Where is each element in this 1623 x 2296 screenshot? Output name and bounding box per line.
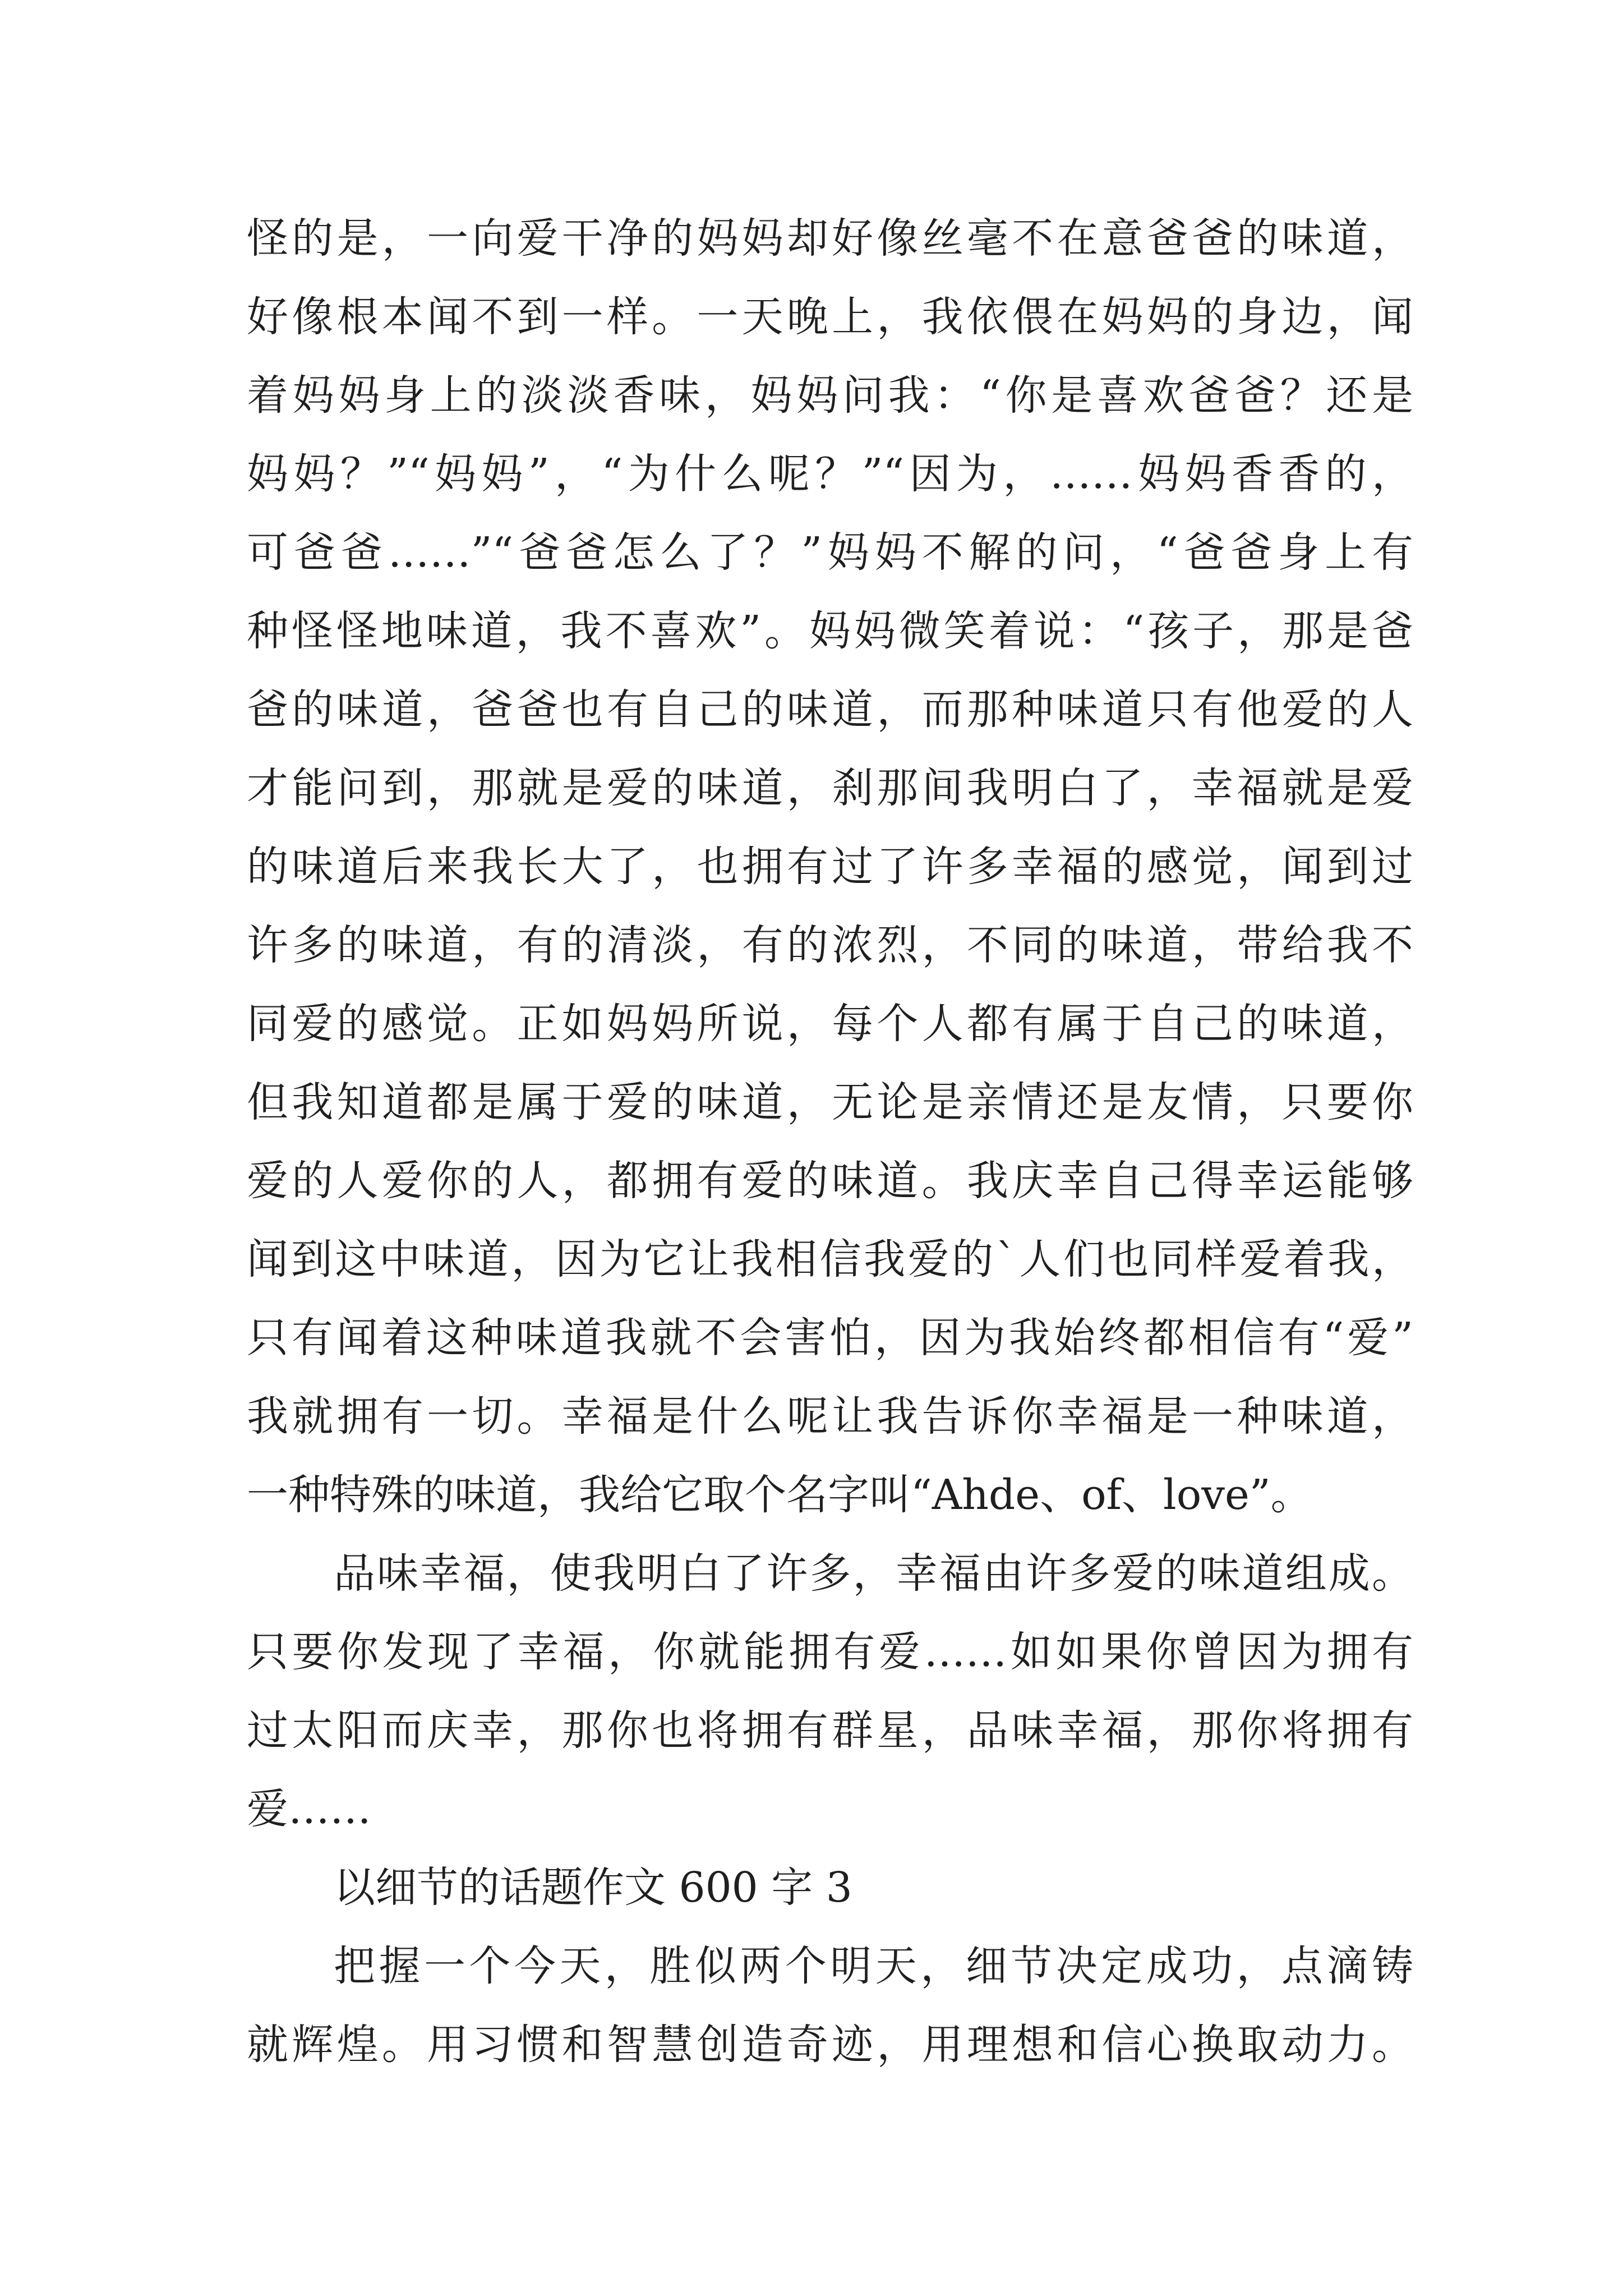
- text-line: 只有闻着这种味道我就不会害怕，因为我始终都相信有“爱”: [247, 1314, 1413, 1362]
- paragraph-3: [247, 1927, 1413, 2084]
- text-line: 妈妈？”“妈妈”，“为什么呢？”“因为，……妈妈香香的，: [247, 450, 1413, 498]
- text-line: 同爱的感觉。正如妈妈所说，每个人都有属于自己的味道，: [247, 1000, 1413, 1048]
- text-line: 爱的人爱你的人，都拥有爱的味道。我庆幸自己得幸运能够: [247, 1157, 1413, 1205]
- document-body: [247, 199, 1413, 2084]
- section-heading: 以细节的话题作文 600 字 3: [334, 1864, 852, 1912]
- text-line: 种怪怪地味道，我不喜欢”。妈妈微笑着说：“孩子，那是爸: [247, 607, 1413, 655]
- text-line: 闻到这中味道，因为它让我相信我爱的`人们也同样爱着我，: [247, 1235, 1413, 1283]
- text-line: 爱……: [247, 1785, 371, 1833]
- text-line: 我就拥有一切。幸福是什么呢让我告诉你幸福是一种味道，: [247, 1392, 1413, 1441]
- paragraph-2: [247, 1534, 1413, 1848]
- text-line: 可爸爸……”“爸爸怎么了？”妈妈不解的问，“爸爸身上有: [247, 528, 1413, 577]
- text-line: 但我知道都是属于爱的味道，无论是亲情还是友情，只要你: [247, 1078, 1413, 1126]
- text-line: 爸的味道，爸爸也有自己的味道，而那种味道只有他爱的人: [247, 685, 1413, 734]
- text-line: 好像根本闻不到一样。一天晚上，我依偎在妈妈的身边，闻: [247, 293, 1413, 341]
- text-line: 只要你发现了幸福，你就能拥有爱……如如果你曾因为拥有: [247, 1628, 1413, 1676]
- text-line: 把握一个今天，胜似两个明天，细节决定成功，点滴铸: [334, 1942, 1413, 1990]
- text-line: 过太阳而庆幸，那你也将拥有群星，品味幸福，那你将拥有: [247, 1706, 1413, 1755]
- text-line: 的味道后来我长大了，也拥有过了许多幸福的感觉，闻到过: [247, 843, 1413, 891]
- text-line: 许多的味道，有的清淡，有的浓烈，不同的味道，带给我不: [247, 921, 1413, 969]
- text-line: 品味幸福，使我明白了许多，幸福由许多爱的味道组成。: [334, 1549, 1413, 1598]
- text-line: 一种特殊的味道，我给它取个名字叫“Ahde、of、love”。: [247, 1471, 1312, 1519]
- paragraph-1: [247, 199, 1413, 1534]
- text-line: 就辉煌。用习惯和智慧创造奇迹，用理想和信心换取动力。: [247, 2021, 1413, 2069]
- text-line: 着妈妈身上的淡淡香味，妈妈问我：“你是喜欢爸爸？还是: [247, 371, 1413, 420]
- text-line: 才能问到，那就是爱的味道，刹那间我明白了，幸福就是爱: [247, 764, 1413, 812]
- text-line: 怪的是，一向爱干净的妈妈却好像丝毫不在意爸爸的味道，: [247, 214, 1413, 263]
